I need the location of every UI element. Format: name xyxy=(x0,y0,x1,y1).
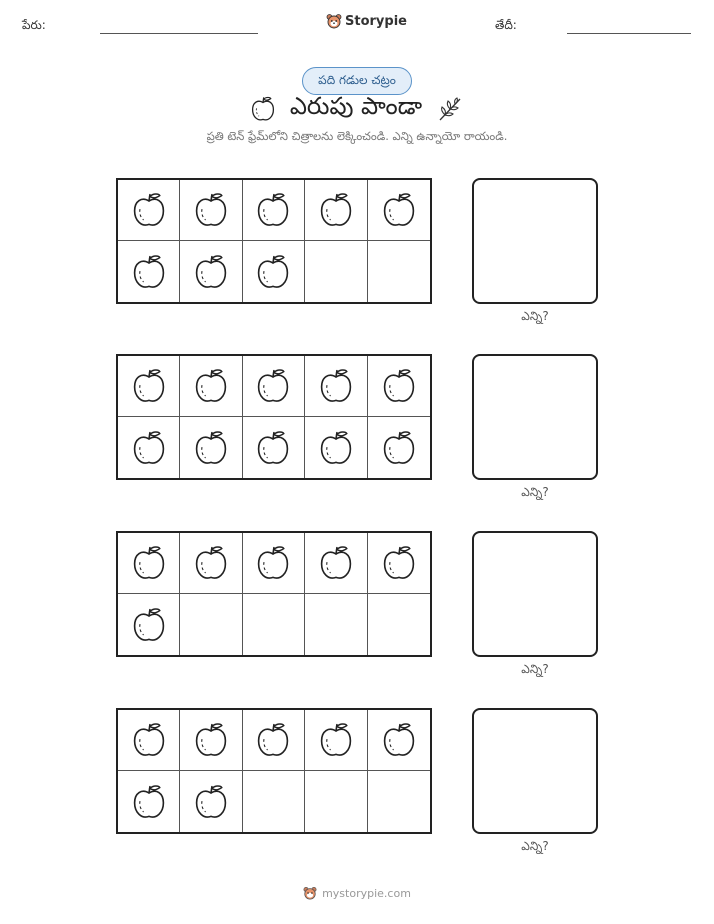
frame-cell xyxy=(305,710,367,771)
frame-cell xyxy=(243,241,305,302)
apple-icon xyxy=(318,191,354,229)
frame-cell xyxy=(243,710,305,771)
frame-cell xyxy=(118,180,180,241)
apple-icon xyxy=(318,721,354,759)
frame-cell xyxy=(368,417,430,478)
date-label: తేదీ: xyxy=(495,18,517,32)
date-field[interactable] xyxy=(567,33,691,34)
frame-cell xyxy=(243,180,305,241)
frame-cell xyxy=(180,710,242,771)
worksheet-type-label: పది గడుల చట్రం xyxy=(318,72,396,87)
frame-cell xyxy=(118,771,180,832)
frame-cell xyxy=(118,710,180,771)
frame-cell xyxy=(305,533,367,594)
answer-box[interactable] xyxy=(472,178,598,304)
frame-cell xyxy=(305,180,367,241)
worksheet-type-badge xyxy=(302,67,412,95)
ten-frame xyxy=(116,531,432,657)
frame-cell xyxy=(118,241,180,302)
frame-cell xyxy=(368,356,430,417)
apple-icon xyxy=(381,429,417,467)
apple-icon xyxy=(255,429,291,467)
how-many-label: ఎన్ని? xyxy=(521,485,549,499)
apple-icon xyxy=(255,253,291,291)
answer-box[interactable] xyxy=(472,354,598,480)
apple-icon xyxy=(131,253,167,291)
frame-cell xyxy=(243,533,305,594)
leaf-branch-icon xyxy=(436,95,464,123)
frame-cell xyxy=(243,417,305,478)
frame-cell xyxy=(243,771,305,832)
storypie-logo-icon xyxy=(303,886,317,900)
frame-cell xyxy=(368,533,430,594)
footer xyxy=(0,886,714,900)
brand xyxy=(326,13,407,29)
how-many-label: ఎన్ని? xyxy=(521,662,549,676)
footer-url: mystorypie.com xyxy=(322,886,411,900)
frame-cell xyxy=(180,241,242,302)
frame-cell xyxy=(180,180,242,241)
apple-icon xyxy=(131,367,167,405)
frame-cell xyxy=(243,356,305,417)
apple-icon xyxy=(255,367,291,405)
frame-cell xyxy=(180,594,242,655)
apple-icon xyxy=(131,191,167,229)
name-label: పేరు: xyxy=(22,18,46,32)
frame-cell xyxy=(118,533,180,594)
apple-icon xyxy=(193,367,229,405)
apple-icon xyxy=(193,253,229,291)
frame-cell xyxy=(118,356,180,417)
frame-cell xyxy=(305,417,367,478)
frame-cell xyxy=(118,594,180,655)
apple-icon xyxy=(255,721,291,759)
apple-icon xyxy=(381,367,417,405)
frame-cell xyxy=(305,771,367,832)
ten-frame xyxy=(116,708,432,834)
frame-cell xyxy=(180,771,242,832)
name-field[interactable] xyxy=(100,33,258,34)
frame-cell xyxy=(368,180,430,241)
answer-box[interactable] xyxy=(472,531,598,657)
apple-icon xyxy=(381,721,417,759)
apple-icon xyxy=(255,191,291,229)
frame-cell xyxy=(305,356,367,417)
apple-icon xyxy=(131,783,167,821)
apple-icon xyxy=(193,783,229,821)
frame-cell xyxy=(368,594,430,655)
apple-icon xyxy=(193,191,229,229)
title-row xyxy=(0,92,714,126)
frame-cell xyxy=(368,771,430,832)
apple-icon xyxy=(193,544,229,582)
frame-cell xyxy=(180,417,242,478)
instructions: ప్రతి టెన్ ఫ్రేమ్‌లోని చిత్రాలను లెక్కించండి. ఎన్ని ఉన్నాయో రాయండి. xyxy=(206,129,508,143)
apple-icon xyxy=(255,544,291,582)
apple-icon xyxy=(131,429,167,467)
apple-icon xyxy=(381,544,417,582)
apple-icon xyxy=(131,544,167,582)
frame-cell xyxy=(118,417,180,478)
how-many-label: ఎన్ని? xyxy=(521,309,549,323)
apple-icon xyxy=(193,429,229,467)
ten-frame xyxy=(116,178,432,304)
answer-box[interactable] xyxy=(472,708,598,834)
frame-cell xyxy=(180,356,242,417)
apple-icon xyxy=(381,191,417,229)
apple-icon xyxy=(318,429,354,467)
ten-frame xyxy=(116,354,432,480)
apple-icon xyxy=(131,606,167,644)
how-many-label: ఎన్ని? xyxy=(521,839,549,853)
brand-name: Storypie xyxy=(345,13,407,29)
frame-cell xyxy=(305,241,367,302)
page-title: ఎరుపు పాండా xyxy=(289,92,423,120)
apple-icon xyxy=(193,721,229,759)
frame-cell xyxy=(368,710,430,771)
apple-icon xyxy=(250,95,276,123)
frame-cell xyxy=(243,594,305,655)
frame-cell xyxy=(305,594,367,655)
apple-icon xyxy=(318,367,354,405)
frame-cell xyxy=(180,533,242,594)
apple-icon xyxy=(131,721,167,759)
storypie-logo-icon xyxy=(326,13,342,29)
apple-icon xyxy=(318,544,354,582)
frame-cell xyxy=(368,241,430,302)
